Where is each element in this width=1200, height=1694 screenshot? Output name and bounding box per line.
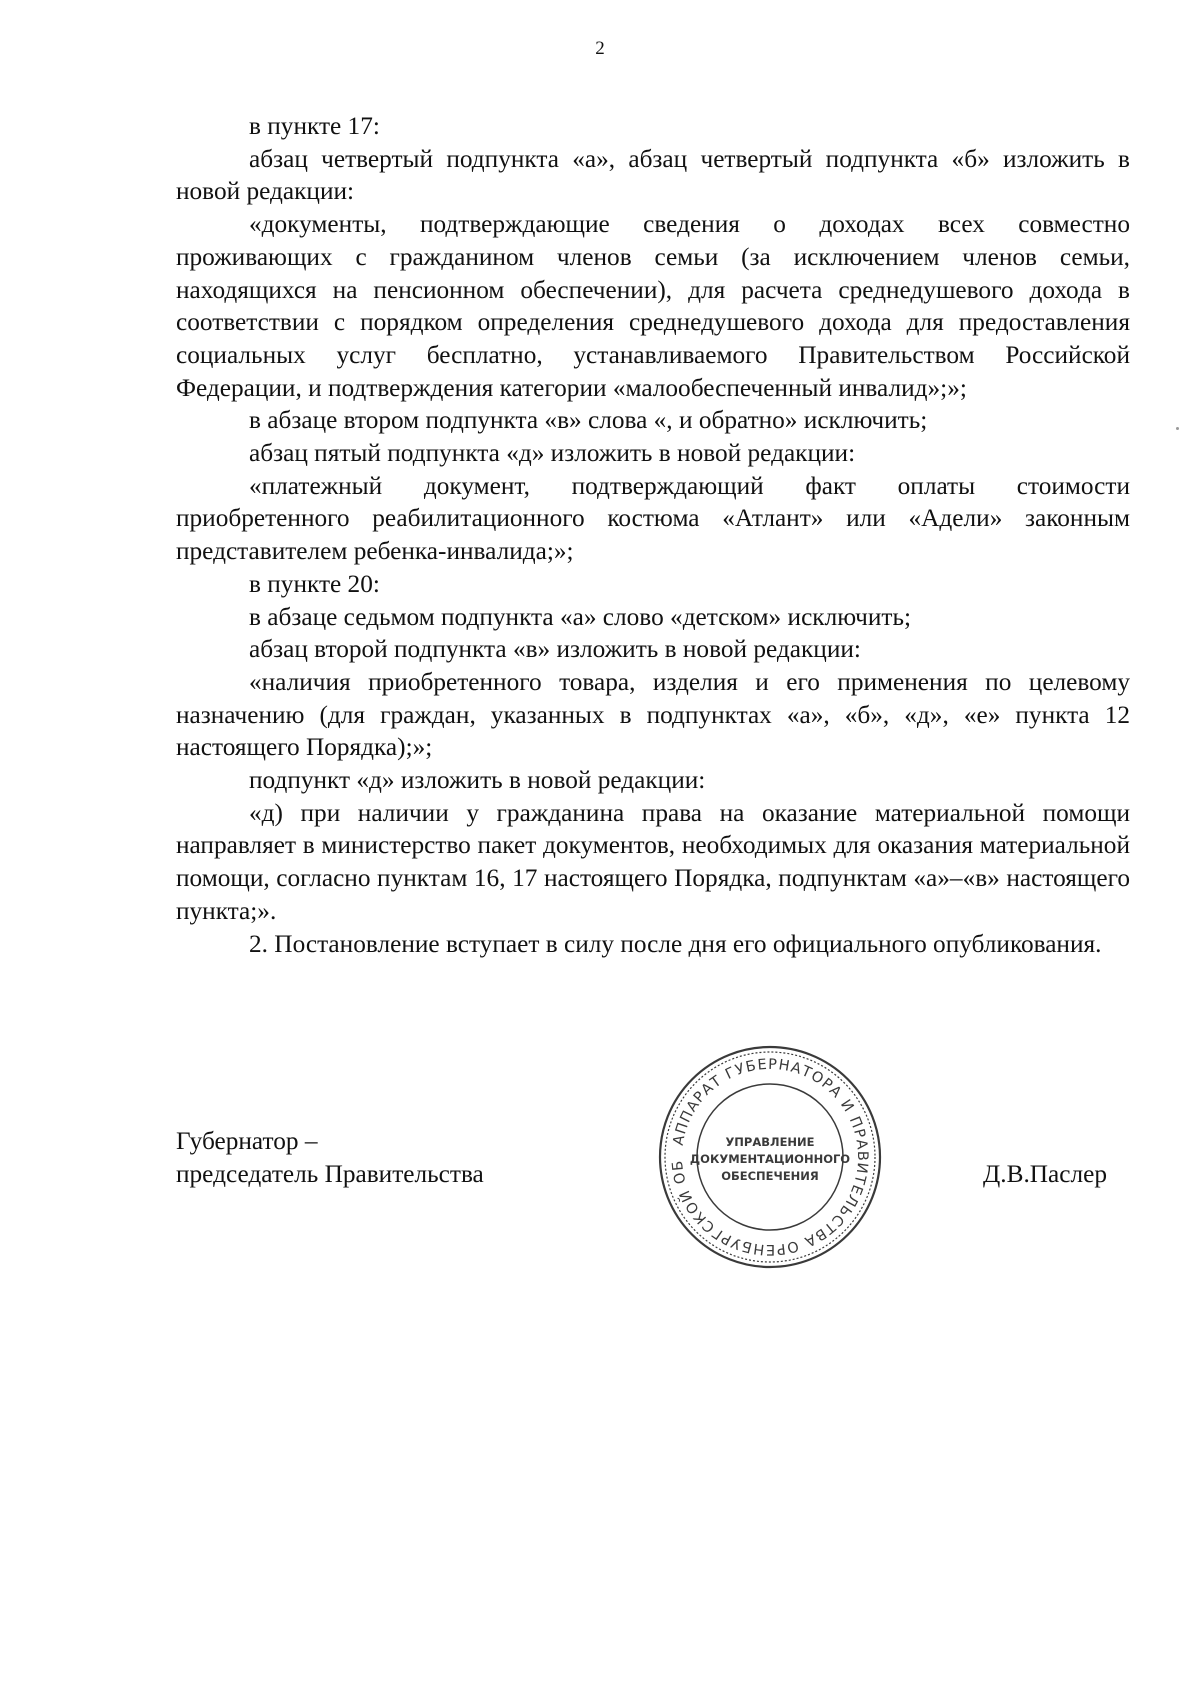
- signatory-position-line2: председатель Правительства: [176, 1159, 484, 1188]
- official-seal: [655, 1042, 885, 1272]
- paragraph: в пункте 17:: [249, 112, 380, 140]
- signatory-position-line1: Губернатор –: [176, 1127, 318, 1155]
- document-body: [176, 110, 1130, 960]
- paragraph: абзац четвертый подпункта «а», абзац четвертый подпункта «б» изложить в новой редакции:: [176, 144, 1130, 206]
- paragraph: подпункт «д» изложить в новой редакции:: [249, 766, 706, 795]
- page-number: 2: [595, 38, 605, 59]
- seal-inner-line1: УПРАВЛЕНИЕ: [725, 1135, 815, 1149]
- paragraph: «платежный документ, подтверждающий факт оплаты стоимости приобретенного реабилитационного костюма «Атлант» или «Адели» законным представителем ребенка-инвалида;»;: [176, 471, 1130, 566]
- paragraph: абзац пятый подпункта «д» изложить в новой редакции:: [249, 439, 856, 468]
- paragraph: «наличия приобретенного товара, изделия и его применения по целевому назначению (для граждан, указанных в подпунктах «а», «б», «д», «е» пункта 12 настоящего Порядка);»;: [176, 667, 1130, 762]
- paragraph: «д) при наличии у гражданина права на оказание материальной помощи направляет в министерство пакет документов, необходимых для оказания материальной помощи, согласно пунктам 16, 17 настоящего Порядка, подпунктам «а»–«в» настоящего пункта;».: [176, 798, 1130, 925]
- paragraph-final: 2. Постановление вступает в силу после дня его официального опубликования.: [249, 929, 1102, 958]
- scan-speck: [1176, 427, 1179, 430]
- paragraph: абзац второй подпункта «в» изложить в новой редакции:: [249, 635, 861, 664]
- paragraph: в абзаце втором подпункта «в» слова «, и обратно» исключить;: [249, 406, 928, 435]
- seal-graphic: [655, 1042, 885, 1272]
- seal-inner-line3: ОБЕСПЕЧЕНИЯ: [721, 1169, 819, 1183]
- svg-text:АППАРАТ ГУБЕРНАТОРА И ПРАВИТЕЛ: [655, 1042, 870, 1257]
- paragraph: в абзаце седьмом подпункта «а» слово «детском» исключить;: [249, 602, 912, 631]
- seal-inner-line2: ДОКУМЕНТАЦИОННОГО: [689, 1152, 851, 1166]
- signatory-name: Д.В.Паслер: [983, 1160, 1108, 1188]
- paragraph: в пункте 20:: [249, 569, 380, 598]
- paragraph: «документы, подтверждающие сведения о доходах всех совместно проживающих с гражданином членов семьи (за исключением членов семьи, находящихся на пенсионном обеспечении), для расчета среднедушевого дохода в соответствии с порядком определения среднедушевого дохода для предоставления социальных услуг бесплатно, устанавливаемого Правительством Российской Федерации, и подтверждения категории «малообеспеченный инвалид»;»;: [176, 210, 1130, 402]
- signatory-position: [176, 1125, 484, 1190]
- seal-outer-text: АППАРАТ ГУБЕРНАТОРА И ПРАВИТЕЛЬСТВА ОРЕНБУРГСКОЙ ОБ: [669, 1056, 871, 1258]
